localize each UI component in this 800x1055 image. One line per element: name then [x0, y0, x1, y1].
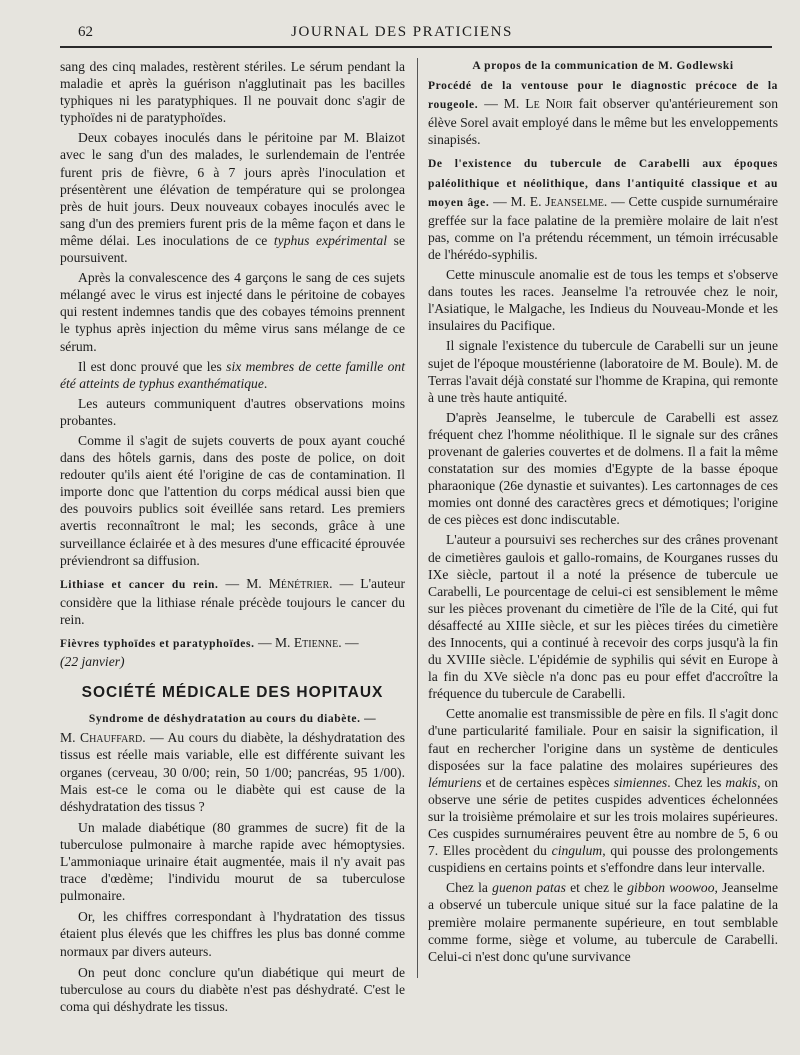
paragraph: Cette minuscule anomalie est de tous les temps et s'observe dans toutes les races. Jeanselme l'a retrouvée chez le noir, l'Asiatique, le Malgache, les Indieus du Nouveau-Monde et les insulaires du Pacifique. — [428, 267, 778, 334]
paragraph: Deux cobayes inoculés dans le péritoine par M. Blaizot avec le sang d'un des malades, le surlendemain de l'entrée furent pris de fièvre, 6 à 7 jours après l'inoculation et présentèrent une élévation de température qui se prolongea près de huit jours. Deux nouveaux cobayes inoculés avec le sang d'un des premiers furent pris de la même façon et dans le même délai. Les inoculations de ce typhus expérimental se poursuivent. — [60, 130, 405, 266]
emphasis: six membres de cette famille ont été atteints de typhus exanthématique — [60, 358, 406, 391]
paragraph: Comme il s'agit de sujets couverts de poux ayant couché dans des hôtels garnis, dans des poste de police, on doit redouter qu'ils aient été l'origine de cas de contamination. Il importe donc que l'attention du corps médical aussi bien que des pouvoirs publics soit éveillée sans retard. Les premiers avertis reconnaîtront le mal; les seconds, grâce à une surveillance éclairée et à des mesures d'une efficacité éprouvée préviendront sa diffusion. — [60, 432, 405, 568]
article-deshydratation: Syndrome de déshydratation au cours du diabète. — M. Chauffard. — Au cours du diabète, la déshydratation des tissus est réelle mais variable, elle est différente suivant les organes (cerveau, 30 0/00; rein, 50 1/00; pancréas, 95 1/00). Mais est-ce le coma ou le diabète qui est cause de la déshydratation des tissus ? — [60, 713, 405, 814]
article-author: M. Ménétrier. — [246, 575, 333, 591]
paragraph: Chez la guenon patas et chez le gibbon woowoo, Jeanselme a observé un tubercule unique situé sur la face palatine de la première molaire permanente supérieure, en tout semblable comme forme, siège et volume, au tubercule de Carabelli. Celui-ci n'est donc qu'une survivance — [428, 880, 778, 964]
article-ventouse: A propos de la communication de M. Godlewski Procédé de la ventouse pour le diagnostic précoce de la rougeole. — M. Le Noir fait observer qu'antérieurement son élève Sorel avait employé dans le même but les enveloppements sinapisés. — [428, 60, 778, 148]
article-heading: A propos de la communication de M. Godlewski — [472, 60, 734, 72]
paragraph: D'après Jeanselme, le tubercule de Carabelli est assez fréquent chez l'homme néolithique. Il le signale sur des crânes provenant de galeries couvertes et de dolmens. Il a fait la même constatation sur des momies d'Egypte de la basse époque pharaonique (26e dynastie et suivantes). Les cartonnages de ces momies ont donné des caractères grecs et démotiques; l'origine de ces pièces est donc indiscutable. — [428, 409, 778, 528]
paragraph: Après la convalescence des 4 garçons le sang de ces sujets mélangé avec le virus est injecté dans le péritoine de cobayes qui restent indemnes tandis que des cobayes témoins prennent le typhus après injection du même virus sans mélange de ce sérum. — [60, 270, 405, 354]
article-heading-cont: Procédé de la ventouse pour le diagnostic précoce de la rougeole. — [428, 80, 778, 112]
paragraph: On peut donc conclure qu'un diabétique qui meurt de tuberculose au cours du diabète n'est pas déshydraté. C'est le coma qui déshydrate les tissus. — [60, 964, 405, 1014]
paragraph: sang des cinq malades, restèrent stériles. Le sérum pendant la maladie et après la guérison n'agglutinait pas les bacilles typhiques ni les paratyphiques. Il ne pouvait donc s'agir de typhoïdes ni de paratyphoïdes. — [60, 59, 405, 126]
article-lithiase: Lithiase et cancer du rein. — M. Ménétrier. — L'auteur considère que la lithiase rénale précède toujours le cancer du rein. — [60, 575, 406, 627]
paragraph: Il signale l'existence du tubercule de Carabelli sur un jeune sujet de l'époque moustérienne (laboratoire de M. Boule). M. de Terras l'avait déjà constaté sur l'homme de Krapina, qui remonte à une très haute antiquité. — [428, 338, 778, 405]
article-heading: Lithiase et cancer du rein. — [60, 578, 219, 591]
page-header — [62, 18, 742, 40]
emphasis: typhus expérimental — [273, 232, 388, 248]
article-carabelli: De l'existence du tubercule de Carabelli aux époques paléolithique et néolithique, dans l'antiquité classique et au moyen âge. — M. E. Jeanselme. — Cette cuspide surnuméraire greffée sur la face palatine de la première molaire de lait n'est pas, comme on l'a prétendu récemment, un témoin irrécusable de l'hérédo-syphilis. — [428, 158, 779, 262]
journal-title: JOURNAL DES PRATICIENS — [291, 24, 513, 40]
article-author: M. Etienne. — [274, 635, 342, 650]
article-author: M. E. Jeanselme. — [510, 193, 608, 209]
article-heading: Fièvres typhoïdes et paratyphoïdes. — [60, 638, 255, 650]
article-heading: De l'existence du tubercule de Carabelli aux époques paléolithique et néolithique, dans l'antiquité classique et au moyen âge. — [428, 158, 778, 209]
column-divider — [417, 58, 418, 978]
paragraph: Un malade diabétique (80 grammes de sucre) fit de la tuberculose pulmonaire à marche rapide avec hémoptysies. L'ammoniaque urinaire était augmentée, mais il n'y avait pas trace d'œdème; l'individu mourut de sa tuberculose pulmonaire. — [60, 819, 405, 904]
paragraph: Il est donc prouvé que les six membres de cette famille ont été atteints de typhus exanthématique. — [60, 358, 406, 391]
paragraph: Or, les chiffres correspondant à l'hydratation des tissus étaient plus élevés que les chiffres les plus bas donné comme normaux par divers auteurs. — [60, 909, 405, 959]
right-column — [428, 58, 778, 968]
article-fievres: Fièvres typhoïdes et paratyphoïdes. — M. Etienne. — (22 janvier) — [60, 635, 359, 670]
article-author: M. Chauffard. — [60, 730, 146, 746]
paragraph: L'auteur a poursuivi ses recherches sur des crânes provenant de cimetières gaulois et gallo-romains, de Kourganes russes du IXe siècle, partout il a noté la présence de tubercule ue Carabelli, Le pourcentage de celui-ci est sensiblement le même sur les pièces provenant du cimetière de l'île de la Cité, qui fut désaffecté au XIIIe siècle, et sur les pièces tirées du cimetière des Innocents, qui a continué à recevoir des corps jusqu'à la fin du XVIIIe siècle. L'épidémie de syphilis qui sévit en Europe à la fin du XVe siècle n'a donc pas eu pour effet d'accroître la fréquence du tubercule de Carabelli. — [428, 532, 778, 702]
session-date: (22 janvier) — [60, 654, 125, 670]
header-rule — [60, 46, 772, 48]
article-heading: Syndrome de déshydratation au cours du diabète. — — [88, 713, 377, 726]
text-columns — [60, 58, 780, 1055]
page-number: 62 — [78, 24, 93, 40]
left-column — [60, 58, 405, 1018]
paragraph: Les auteurs communiquent d'autres observations moins probantes. — [60, 395, 405, 428]
section-title: SOCIÉTÉ MÉDICALE DES HOPITAUX — [81, 684, 384, 702]
paragraph: Cette anomalie est transmissible de père en fils. Il s'agit donc d'une particularité familiale. Pour en saisir la signification, il faut en rechercher l'origine dans un système de denticules disposées sur la face palatine des molaires supérieures des lémuriens et de certaines espèces simiennes. Chez les makis, on observe une série de petites cuspides adventices échelonnées sur la troisième prémolaire et sur les trois molaires supérieures. Ces cuspides surnuméraires peuvent être au nombre de 5, 6 ou 7. Elles procèdent du cingulum, qui pousse des prolongements cuspidiens en certains points et s'effondre dans leur intervalle. — [428, 706, 779, 876]
article-author: M. Le Noir — [503, 96, 573, 112]
